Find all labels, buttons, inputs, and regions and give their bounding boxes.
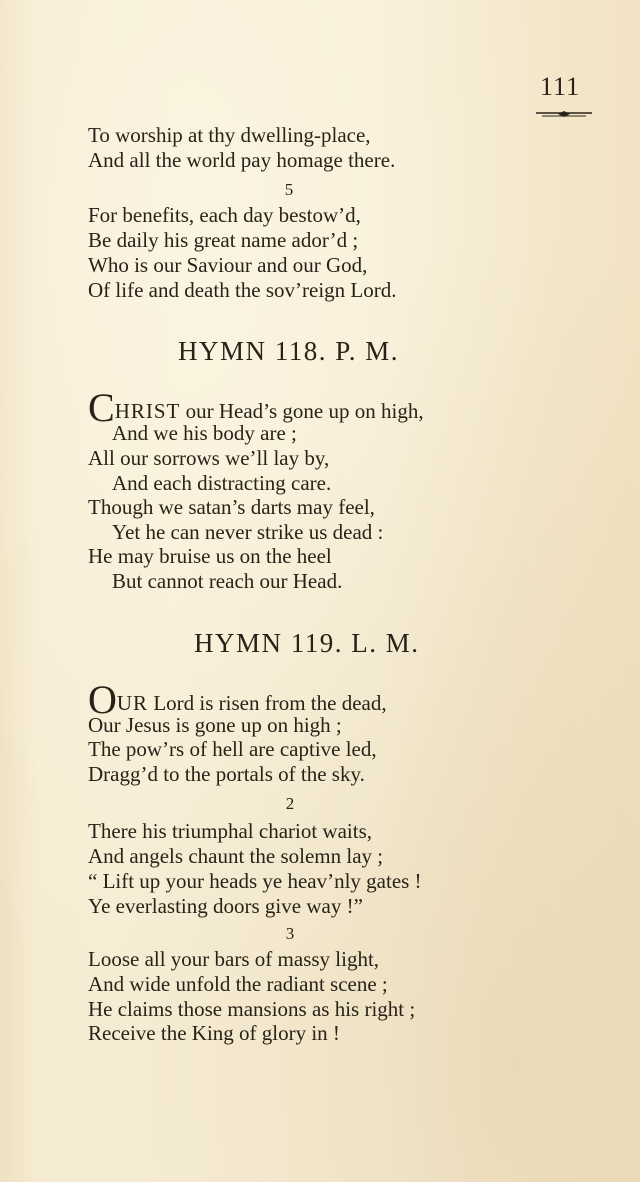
stanza-number: 5 [284,180,294,199]
verse-line: And each distracting care. [112,471,332,495]
verse-first-line [88,385,424,430]
verse-line: Who is our Saviour and our God, [88,253,368,277]
verse-line: He may bruise us on the heel [88,544,332,568]
verse-line: Yet he can never strike us dead : [112,520,384,544]
verse-line: Receive the King of glory in ! [88,1021,340,1045]
stanza-number: 2 [285,794,295,813]
verse-line: And angels chaunt the solemn lay ; [88,844,384,868]
first-word-caps: HRIST [114,399,181,423]
verse-first-line [88,677,387,722]
verse-line: Loose all your bars of massy light, [88,947,380,971]
verse-line: And we his body are ; [112,421,297,445]
verse-line: Of life and death the sov’reign Lord. [88,278,397,302]
first-line-rest: our Head’s gone up on high, [180,399,424,423]
verse-line: Be daily his great name ador’d ; [88,228,359,252]
verse-line: Ye everlasting doors give way !” [88,894,363,918]
stanza-number: 3 [285,924,295,943]
verse-line: Our Jesus is gone up on high ; [88,713,342,737]
verse-line: He claims those mansions as his right ; [88,997,416,1021]
verse-line: For benefits, each day bestow’d, [88,203,361,227]
verse-line: Dragg’d to the portals of the sky. [88,762,365,786]
verse-line: Though we satan’s darts may feel, [88,495,375,519]
hymn-title: HYMN 118. P. M. [178,336,400,366]
page-number: 111 [540,72,581,101]
hymn-title: HYMN 119. L. M. [194,628,420,658]
verse-line: To worship at thy dwelling-place, [88,123,371,147]
rule-ornament-icon [536,110,592,118]
verse-line: And all the world pay homage there. [88,148,396,172]
verse-line: But cannot reach our Head. [112,569,343,593]
verse-line: There his triumphal chariot waits, [88,819,373,843]
drop-cap: C [88,385,115,430]
first-word-caps: UR [116,691,149,715]
verse-line: All our sorrows we’ll lay by, [88,446,330,470]
first-line-rest: Lord is risen from the dead, [148,691,387,715]
drop-cap: O [88,677,117,722]
verse-line: And wide unfold the radiant scene ; [88,972,388,996]
verse-line: “ Lift up your heads ye heav’nly gates ! [88,869,422,893]
verse-line: The pow’rs of hell are captive led, [88,737,377,761]
